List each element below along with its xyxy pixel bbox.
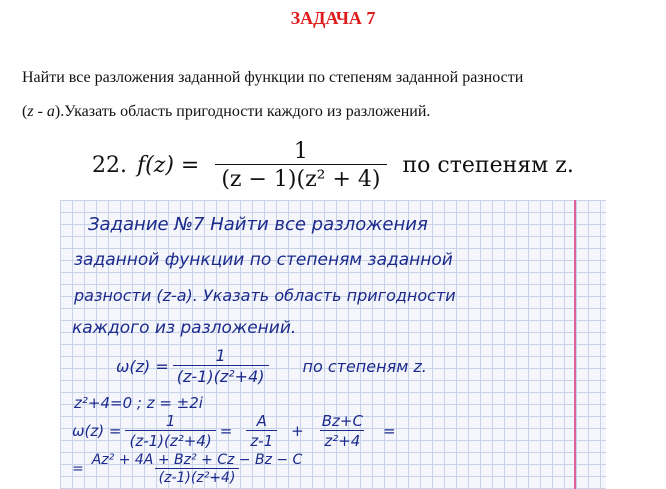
hw-eq1-fraction <box>173 346 269 386</box>
var-a: a <box>46 103 55 120</box>
hw-eq2-num: 1 <box>165 412 176 430</box>
page-title: ЗАДАЧА 7 <box>290 8 376 28</box>
function-fraction <box>215 139 386 192</box>
notebook-margin-line <box>574 200 576 489</box>
hw-line-3: разности (z-a). Указать область пригодности <box>74 286 456 305</box>
hw-equation-2 <box>72 412 396 450</box>
hw-equation-1 <box>116 346 427 386</box>
fraction-denominator: (z − 1)(z² + 4) <box>215 164 386 192</box>
hw-eq2-a-den: z-1 <box>246 430 277 450</box>
problem-number: 22. <box>92 152 127 178</box>
hw-eq3-equals: = <box>72 461 84 477</box>
hw-line-4: каждого из разложений. <box>72 318 297 338</box>
minus-sign: - <box>33 103 47 120</box>
hw-eq2-frac-a <box>246 412 277 450</box>
fraction-numerator: 1 <box>293 138 308 164</box>
hw-eq2-fraction <box>125 412 215 450</box>
hw-roots: z²+4=0 ; z = ±2i <box>74 394 203 412</box>
hw-eq3-den: (z-1)(z²+4) <box>155 468 240 486</box>
hw-eq2-a-num: A <box>256 412 267 430</box>
hw-eq2-frac-b <box>318 412 367 450</box>
problem-formula <box>92 130 574 200</box>
hw-eq1-lhs: ω(z) = <box>116 356 169 376</box>
task-text-line-2 <box>22 98 652 126</box>
hw-eq2-lhs: ω(z) = <box>72 422 122 440</box>
hw-eq2-den: (z-1)(z²+4) <box>125 430 215 450</box>
hw-eq3-num: Az² + 4A + Bz² + Cz − Bz − C <box>91 452 303 468</box>
hw-equation-3 <box>72 452 310 486</box>
handwritten-notebook-photo <box>60 200 606 489</box>
var-z: z <box>27 103 34 120</box>
problem-suffix: по степеням z. <box>402 152 574 178</box>
task-text-line-1: Найти все разложения заданной функции по степеням заданной разности <box>22 69 524 86</box>
hw-eq1-suffix: по степеням z. <box>302 356 427 376</box>
hw-eq1-num: 1 <box>215 346 226 365</box>
function-lhs: f(z) = <box>137 152 200 178</box>
hw-eq3-fraction <box>88 452 307 486</box>
hw-line-2: заданной функции по степеням заданной <box>74 250 453 270</box>
hw-eq2-plus: + <box>291 422 304 440</box>
task-line-2-rest: ).Указать область пригодности каждого из разложений. <box>54 103 431 120</box>
hw-eq2-b-den: z²+4 <box>320 430 364 450</box>
paren-open: ( <box>22 103 28 120</box>
hw-eq1-den: (z-1)(z²+4) <box>173 365 269 386</box>
hw-eq2-equals: = <box>219 422 233 440</box>
hw-eq2-end: = <box>382 422 396 440</box>
hw-eq2-b-num: Bz+C <box>321 412 363 430</box>
hw-line-1: Задание №7 Найти все разложения <box>88 214 428 235</box>
